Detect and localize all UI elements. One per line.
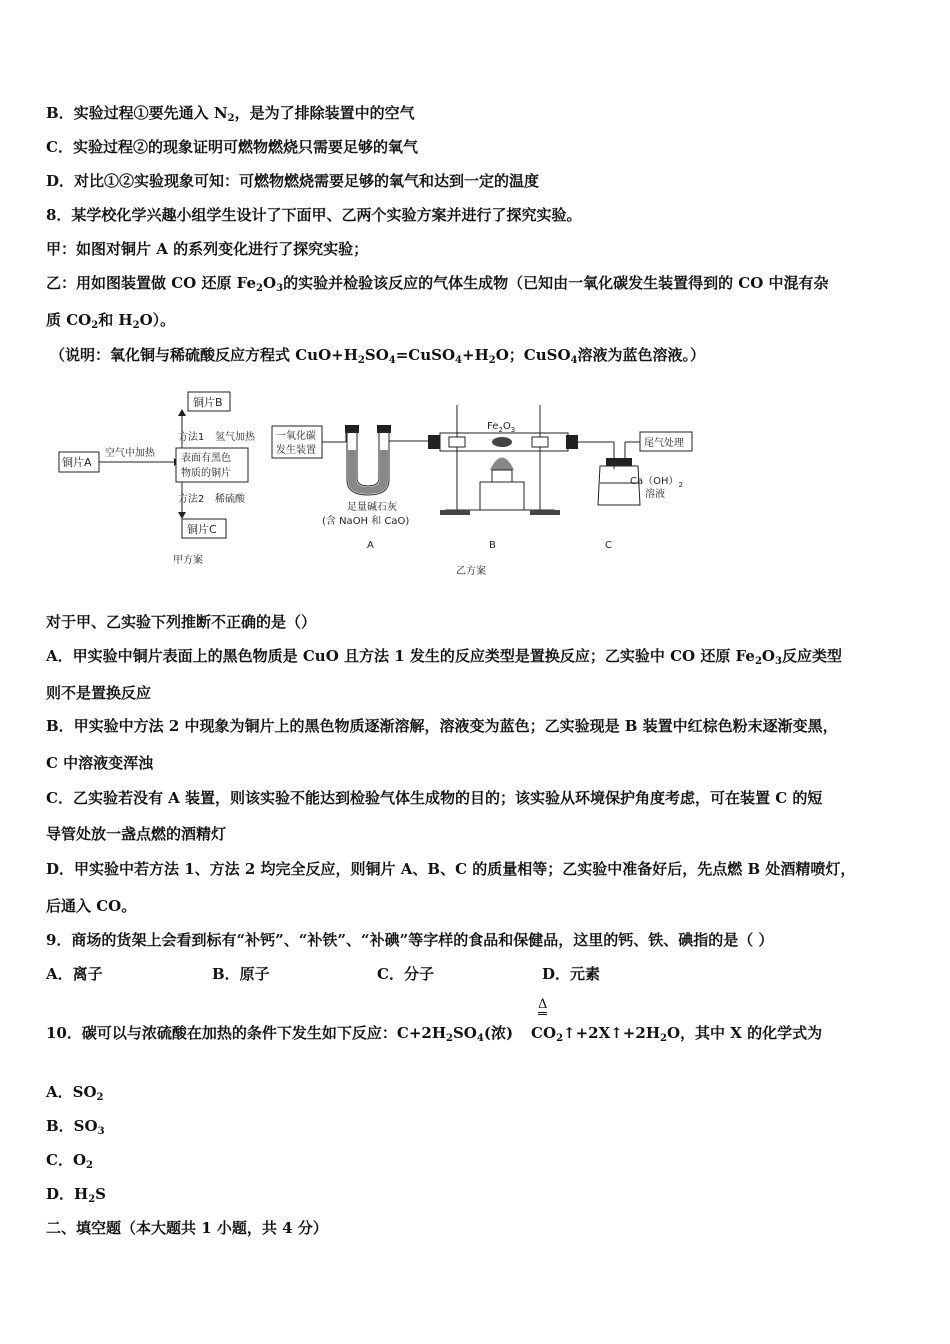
copper-c-label: 铜片C [187, 523, 217, 536]
q8-plan-yi-line2: 质 $CO_2$和 $H_2O$）。 [46, 311, 176, 331]
q8-option-a-line2: 则不是置换反应 [46, 684, 152, 702]
q9-option-a: A．离子 [46, 965, 103, 983]
q9-option-b: B．原子 [212, 965, 270, 983]
q10-option-b: B．$SO_3$ [46, 1117, 105, 1137]
q10-option-a: A．$SO_2$ [46, 1083, 104, 1103]
plan-yi-caption: 乙方案 [456, 566, 486, 577]
q8-option-d-line1: D．甲实验中若方法 1、方法 2 均完全反应，则铜片 A、B、C 的质量相等；乙实验中准备好后，先点燃 B 处酒精喷灯， [46, 860, 856, 878]
dilute-acid-label: 稀硫酸 [215, 494, 245, 505]
tail-gas-label: 尾气处理 [644, 438, 684, 449]
q10-option-c: C．$O_2$ [46, 1151, 93, 1171]
q8-option-c-line1: C．乙实验若没有 A 装置，则该实验不能达到检验气体生成物的目的；该实验从环境保护角度考虑，可在装置 C 的短 [46, 789, 823, 807]
q8-stem: 8．某学校化学兴趣小组学生设计了下面甲、乙两个实验方案并进行了探究实验。 [46, 206, 582, 224]
co-generator-label-2: 发生装置 [276, 445, 316, 456]
method1-label: 方法1 [178, 432, 205, 443]
soda-lime-label-1: 足量碱石灰 [347, 502, 397, 513]
heat-symbol: Δ [538, 998, 547, 1015]
q9-option-d: D．元素 [542, 965, 601, 983]
black-copper-label-1: 表面有黑色 [181, 453, 231, 464]
plan-jia-caption: 甲方案 [173, 555, 203, 566]
copper-a-label: 铜片A [62, 456, 92, 469]
q9-stem: 9．商场的货架上会看到标有“补钙”、“补铁”、“补碘”等字样的食品和保健品，这里的钙、铁、碘指的是（ ） [46, 931, 774, 949]
label-c: C [605, 540, 612, 551]
plan-jia-diagram [59, 392, 256, 566]
co-generator-label-1: 一氧化碳 [276, 431, 316, 442]
q8-option-b-line2: C 中溶液变浑浊 [46, 754, 154, 772]
q8-note: （说明：氧化铜与稀硫酸反应方程式 $CuO+H_2SO_4=CuSO_4+H_2O$；CuSO$_4$溶液为蓝色溶液。） [50, 346, 706, 366]
q8-question: 对于甲、乙实验下列推断不正确的是（） [46, 613, 317, 631]
label-b: B [489, 540, 496, 551]
method2-label: 方法2 [178, 494, 205, 505]
experiment-diagram [50, 385, 700, 585]
reduction-tube-b [428, 405, 578, 551]
label-a: A [367, 540, 374, 551]
q7-option-b: B．实验过程①要先通入 $N_2$，是为了排除装置中的空气 [46, 104, 415, 124]
q10-option-d: D．$H_2S$ [46, 1185, 106, 1205]
q9-option-c: C．分子 [377, 965, 434, 983]
soda-lime-label-2: (含 NaOH 和 CaO) [322, 516, 410, 527]
fe2o3-label: $Fe_2O_3$ [487, 421, 516, 434]
limewater-bottle-c [578, 432, 692, 551]
copper-b-label: 铜片B [193, 396, 223, 409]
u-tube-a [322, 425, 430, 551]
q8-option-a-line1: A．甲实验中铜片表面上的黑色物质是 CuO 且方法 1 发生的反应类型是置换反应；乙实验中 CO 还原 $Fe_2O_3$反应类型 [46, 647, 842, 667]
q8-plan-jia: 甲：如图对铜片 A 的系列变化进行了探究实验； [46, 240, 369, 258]
plan-yi-diagram [272, 405, 692, 577]
hydrogen-heat-label: 氢气加热 [215, 432, 255, 443]
q8-option-c-line2: 导管处放一盏点燃的酒精灯 [46, 825, 227, 843]
section-heading: 二、填空题（本大题共 1 小题，共 4 分） [46, 1219, 328, 1237]
q8-plan-yi-line1: 乙：用如图装置做 CO 还原 $Fe_2O_3$的实验并检验该反应的气体生成物（已知由一氧化碳发生装置得到的 CO 中混有杂 [46, 274, 829, 294]
caoh2-label-1: $Ca(OH)_2$ [630, 476, 683, 489]
heat-air-label: 空气中加热 [105, 448, 155, 459]
q7-option-c: C．实验过程②的现象证明可燃物燃烧只需要足够的氧气 [46, 138, 418, 156]
q8-option-d-line2: 后通入 CO。 [46, 897, 137, 915]
q7-option-d: D．对比①②实验现象可知：可燃物燃烧需要足够的氧气和达到一定的温度 [46, 172, 540, 190]
black-copper-label-2: 物质的铜片 [181, 468, 231, 479]
caoh2-label-2: 溶液 [645, 489, 665, 500]
q10-stem: 10．碳可以与浓硫酸在加热的条件下发生如下反应：$C+2H_2SO_4$(浓) $CO_2↑+2X↑+2H_2O$，其中 X 的化学式为 [46, 1024, 823, 1044]
q8-option-b-line1: B．甲实验中方法 2 中现象为铜片上的黑色物质逐渐溶解，溶液变为蓝色；乙实验现是 B 装置中红棕色粉末逐渐变黑， [46, 717, 838, 735]
